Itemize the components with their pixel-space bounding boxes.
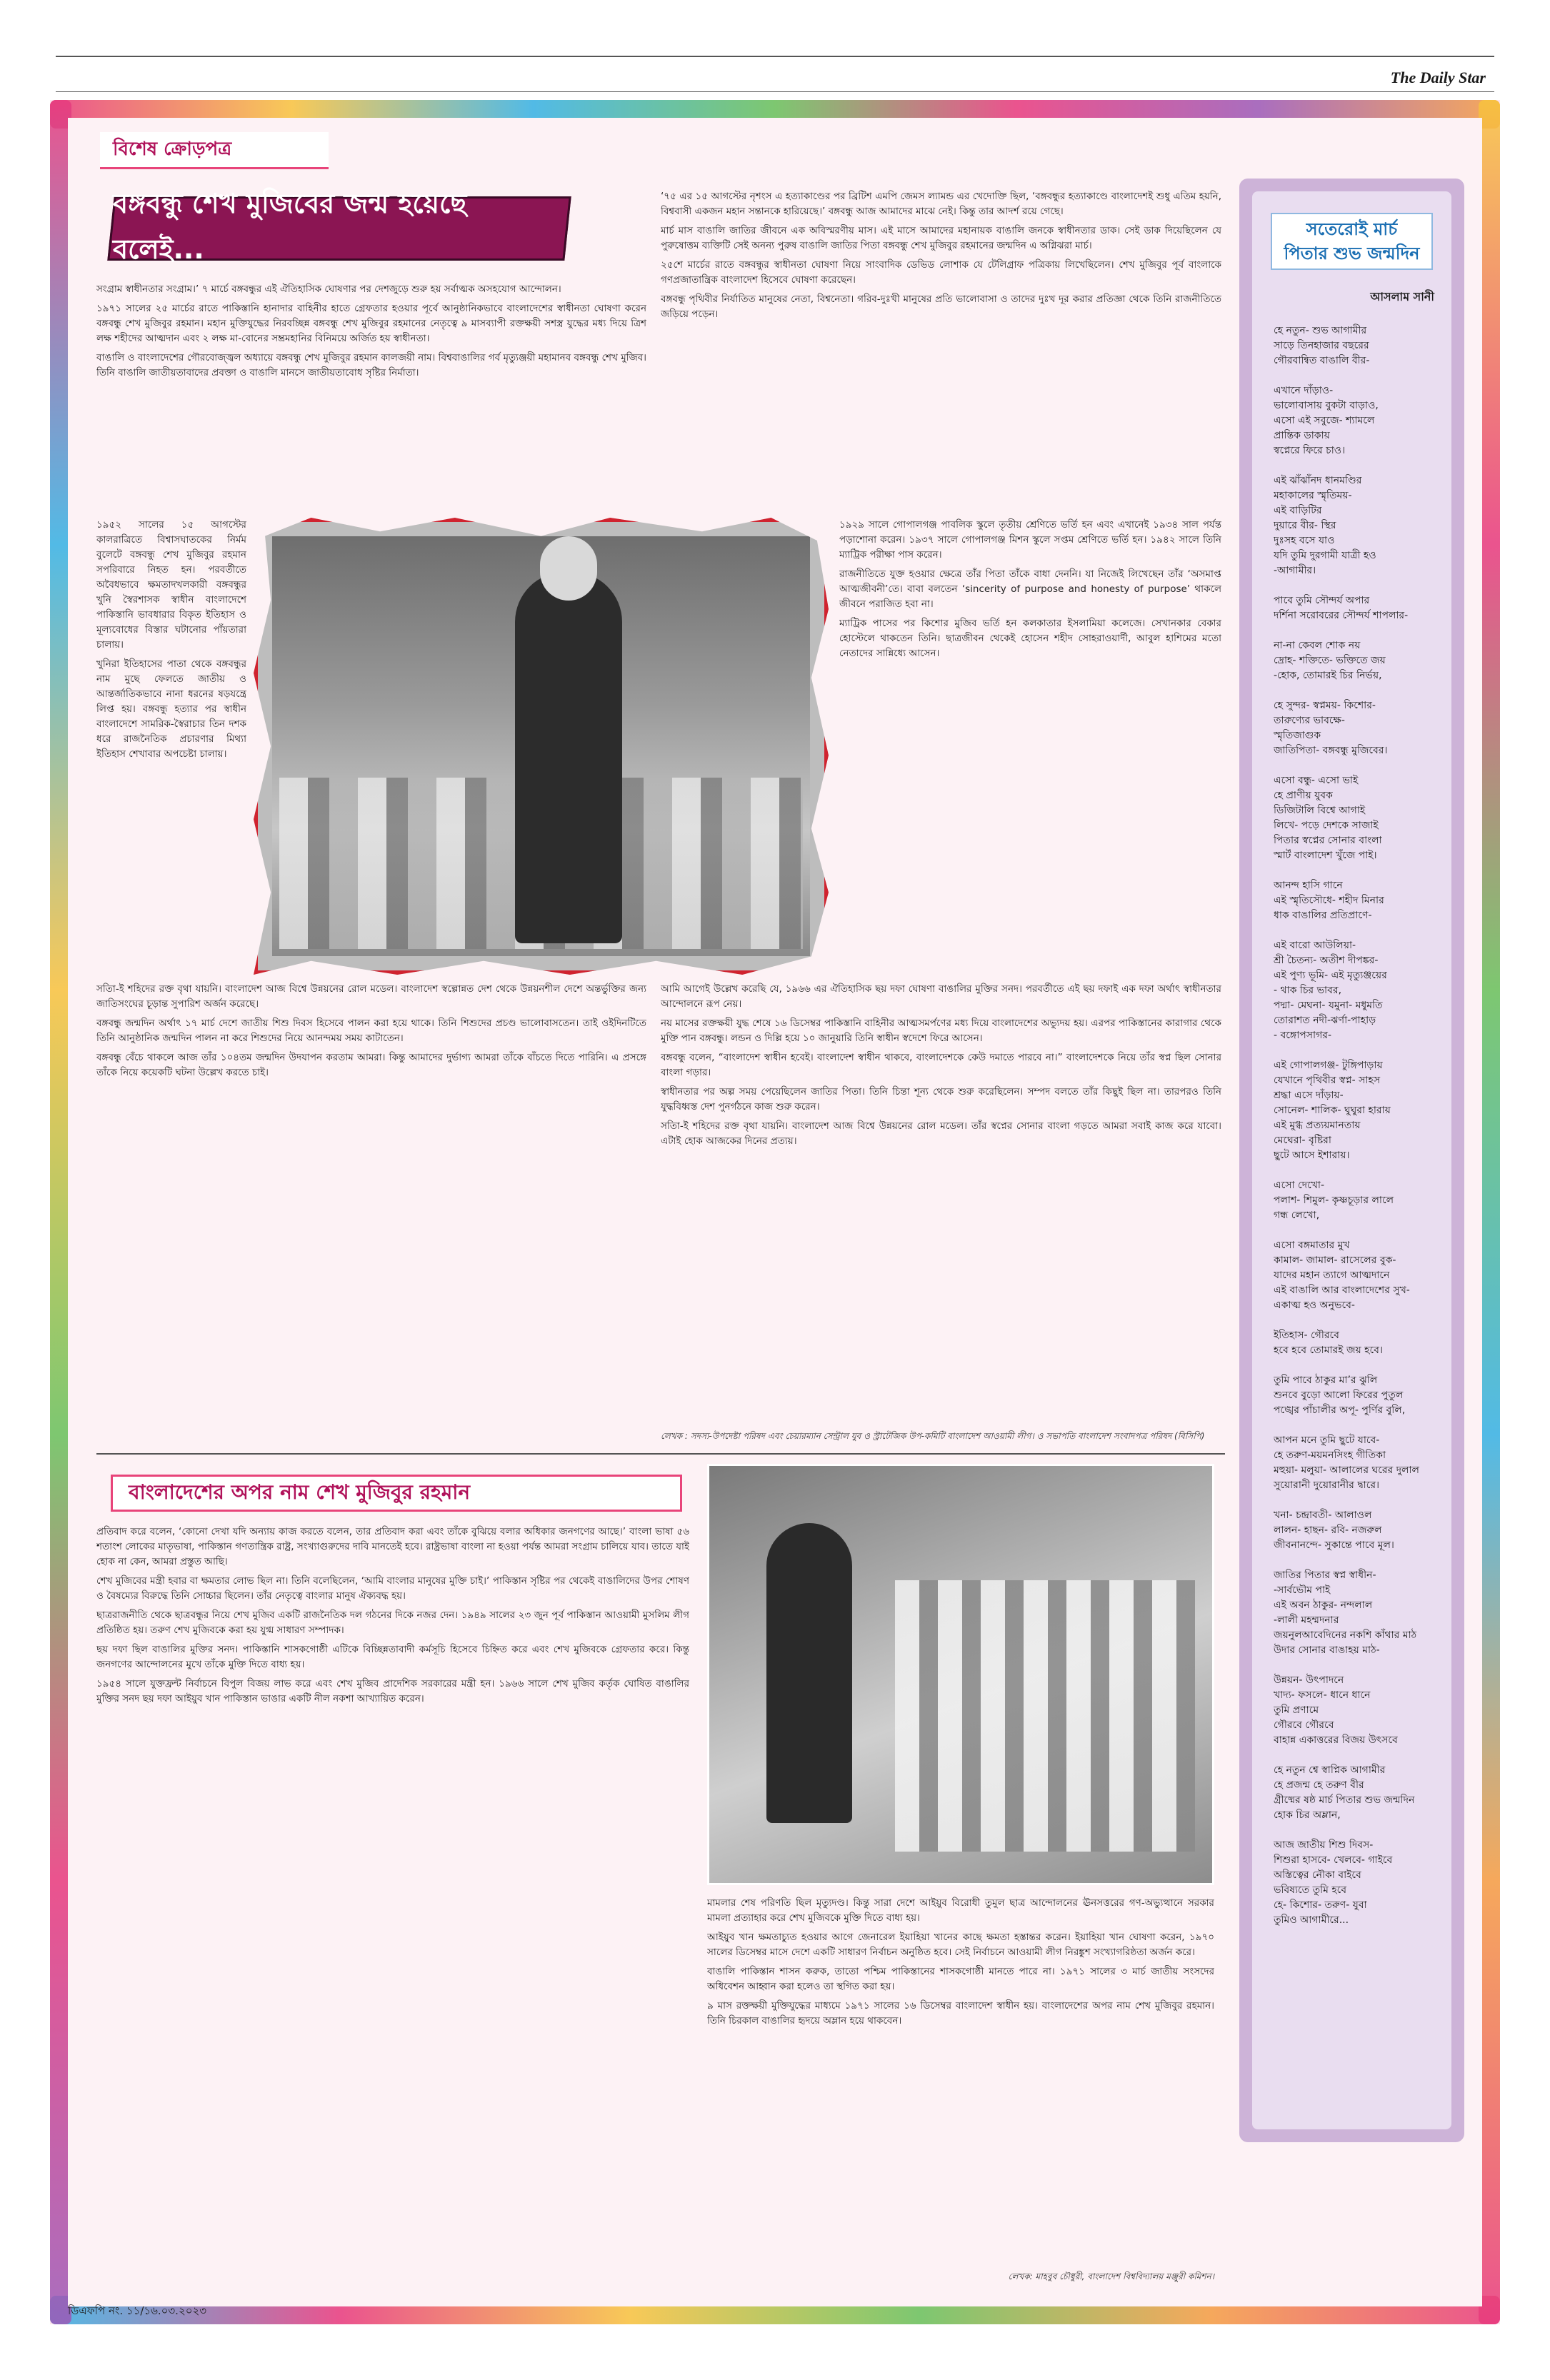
poem-title-line2: পিতার শুভ জন্মদিন: [1284, 243, 1420, 263]
poem-box: [1252, 191, 1451, 2129]
article1-paragraph: বঙ্গবন্ধু জন্মদিন অর্থাৎ ১৭ মার্চ দেশে জাতীয় শিশু দিবস হিসেবে পালন করা হয়ে থাকে। তিনি শিশুদের প্রচণ্ড ভালোবাসতেন। তাই ওইদিনটিতে তিনি আনুষ্ঠানিক জন্মদিন পালন না করে শিশুদের নিয়ে আনন্দময় সময় কাটাতেন।: [96, 1018, 646, 1044]
masthead: The Daily Star: [1390, 69, 1486, 86]
article1-paragraph: স্বাধীনতার পর অল্প সময় পেয়েছিলেন জাতির পিতা। তিনি চিন্তা শূন্য থেকে শুরু করেছিলেন। সম্পদ বলতে তাঁর কিছুই ছিল না। তারপরও তিনি যুদ্ধবিধ্বস্ত দেশ পুনর্গঠনে কাজ শুরু করেন।: [661, 1086, 1221, 1113]
article2-paragraph: বাঙালি পাকিস্তান শাসন করুক, তাতো পশ্চিম পাকিস্তানের শাসকগোষ্ঠী মানতে পারে না। ১৯৭১ সালের ৩ মার্চ জাতীয় সংসদের অধিবেশন আহ্বান করা হলেও তা স্থগিত করা হয়।: [707, 1966, 1214, 1992]
article1-paragraph: ২৫শে মার্চের রাতে বঙ্গবন্ধুর স্বাধীনতা ঘোষণা নিয়ে সাংবাদিক ডেভিড লোশাক যে টেলিগ্রাফ পত্রিকায় লিখেছিলেন। শেখ মুজিবুর পূর্ব বাংলাকে গণপ্রজাতান্ত্রিক বাংলাদেশ হিসেবে ঘোষণা করেছেন।: [661, 259, 1221, 286]
article2-paragraph: প্রতিবাদ করে বলেন, ‘কোনো দেখা যদি অন্যায় কাজ করতে বলেন, তার প্রতিবাদ করা এবং তাঁকে বুঝিয়ে বলার অধিকার জনগণের আছে।’ বাংলা ভাষা ৫৬ শতাংশ লোকের মাতৃভাষা, পাকিস্তান গণতান্ত্রিক রাষ্ট্র, সংখ্যাগুরুদের দাবি মানতেই হবে। রাষ্ট্রভাষা বাংলা না হওয়া পর্যন্ত আমরা সংগ্রাম চালিয়ে যাব। তাতে যাই হোক না কেন, আমরা প্রস্তুত আছি।: [96, 1526, 689, 1567]
article2-paragraph: ১৯৫৪ সালে যুক্তফ্রন্ট নির্বাচনে বিপুল বিজয় লাভ করে এবং শেখ মুজিব প্রাদেশিক সরকারের মন্ত্রী হন। ১৯৬৬ সালে শেখ মুজিব কর্তৃক ঘোষিত বাঙালির মুক্তির সনদ ছয় দফা আইয়ুব খান পাকিস্তান ভাঙার একটি নীল নকশা আখ্যায়িত করেন।: [96, 1678, 689, 1704]
article1-paragraph: আমি আগেই উল্লেখ করেছি যে, ১৯৬৬ এর ঐতিহাসিক ছয় দফা ঘোষণা বাঙালির মুক্তির সনদ। পরবর্তীতে এই ছয় দফাই এক দফা অর্থাৎ স্বাধীনতার আন্দোলনে রূপ নেয়।: [661, 983, 1221, 1010]
article1-paragraph: ১৯৭১ সালের ২৫ মার্চের রাতে পাকিস্তানি হানাদার বাহিনীর হাতে গ্রেফতার হওয়ার পূর্বে আনুষ্ঠানিকভাবে বাংলাদেশের স্বাধীনতা ঘোষণা করেন বঙ্গবন্ধু শেখ মুজিবুর রহমান। মহান মুক্তিযুদ্ধের নিরবচ্ছিন্ন বঙ্গবন্ধু শেখ মুজিবুর রহমানের নেতৃত্বে ৯ মাসব্যাপী রক্তক্ষয়ী সশস্ত্র যুদ্ধের মধ্য দিয়ে ত্রিশ লক্ষ শহীদের আত্মদান এবং ২ লক্ষ মা-বোনের সম্ভ্রমহানির বিনিময়ে অর্জিত হয় স্বাধীনতা।: [96, 303, 646, 344]
article1-paragraph: বাঙালি ও বাংলাদেশের গৌরবোজ্জ্বল অধ্যায়ে বঙ্গবন্ধু শেখ মুজিবুর রহমান কালজয়ী নাম। বিশ্ববাঙালির গর্ব মৃত্যুঞ্জয়ী মহামানব বঙ্গবন্ধু শেখ মুজিব। তিনি বাঙালি জাতীয়তাবাদের প্রবক্তা ও বাঙালি মানসে জাতীয়তাবোধ সৃষ্টির নির্মাতা।: [96, 352, 646, 378]
article2-paragraph: ছাত্ররাজনীতি থেকে ছাত্রবন্ধুর নিয়ে শেখ মুজিব একটি রাজনৈতিক দল গঠনের দিকে নজর দেন। ১৯৪৯ সালের ২৩ জুন পূর্ব পাকিস্তান আওয়ামী মুসলিম লীগ প্রতিষ্ঠিত হয়। তরুণ শেখ মুজিবকে করা হয় যুগ্ম সাধারণ সম্পাদক।: [96, 1610, 689, 1636]
bangabandhu-crowd-photo: [254, 518, 829, 975]
photo-central-head: [540, 536, 597, 601]
article2-paragraph: ৯ মাস রক্তক্ষয়ী মুক্তিযুদ্ধের মাধ্যমে ১৯৭১ সালের ১৬ ডিসেম্বর বাংলাদেশ স্বাধীন হয়। বাংলাদেশের অপর নাম শেখ মুজিবুর রহমান। তিনি চিরকাল বাঙালির হৃদয়ে অম্লান হয়ে থাকবেন।: [707, 2000, 1214, 2027]
article1-col1-top: [96, 282, 646, 511]
section-divider: [96, 1453, 1225, 1455]
article1-paragraph: ‘৭৫ এর ১৫ আগস্টের নৃশংস এ হত্যাকাণ্ডের পর ব্রিটিশ এমপি জেমস ল্যামন্ড এর খেদোক্তি ছিল, ‘বঙ্গবন্ধুর হত্যাকাণ্ডে বাংলাদেশই শুধু এতিম হয়নি, বিশ্ববাসী একজন মহান সন্তানকে হারিয়েছে।’ বঙ্গবন্ধু আজ আমাদের মাঝে নেই। কিন্তু তার আদর্শ রয়ে গেছে।: [661, 191, 1221, 217]
article2-col1: [96, 1525, 689, 2271]
article1-col1-bottom: [96, 982, 646, 1439]
article2-headline: বাংলাদেশের অপর নাম শেখ মুজিবুর রহমান: [111, 1475, 682, 1512]
article1-paragraph: ১৯৫২ সালের ১৫ আগস্টের কালরাত্রিতে বিশ্বাসঘাতকের নির্মম বুলেটে বঙ্গবন্ধু শেখ মুজিবুর রহমান সপরিবারে নিহত হন। পরবর্তীতে অবৈধভাবে ক্ষমতাদখলকারী বঙ্গবন্ধুর খুনি স্বৈরশাসক স্বাধীন বাংলাদেশে পাকিস্তানি ভাবধারার বিকৃত ইতিহাস ও মূল্যবোধের বিস্তার ঘটানোর পাঁয়তারা চালায়।: [96, 519, 246, 651]
poem-author: আসলাম সানী: [1370, 290, 1434, 303]
dfp-number: ডিএফপি নং. ১১/১৬.০৩.২০২৩: [68, 2304, 206, 2317]
poem-sidebar: [1239, 179, 1464, 2142]
article1-col2-top: [661, 189, 1221, 511]
article1-paragraph: মার্চ মাস বাঙালি জাতির জীবনে এক অবিস্মরণীয় মাস। এই মাসে আমাদের মহানায়ক বাঙালি জনকে স্বাধীনতার ডাক। সেই ডাক দিয়েছিলেন যে পুরুষোত্তম ব্যক্তিটি সেই অনন্য পুরুষ বাঙালি জাতির পিতা বঙ্গবন্ধু শেখ মুজিবুর রহমানের জন্মদিন এ অগ্নিঝরা মার্চ।: [661, 225, 1221, 251]
poem-title: [1252, 213, 1451, 270]
article2-byline: লেখক: মাহবুব চৌধুরী, বাংলাদেশ বিশ্ববিদ্যালয় মঞ্জুরী কমিশন।: [1008, 2271, 1214, 2281]
article1-paragraph: সতিা-ই শহিদের রক্ত বৃথা যায়নি। বাংলাদেশ আজ বিশ্বে উন্নয়নের রোল মডেল। বাংলাদেশ স্বল্পোন্নত দেশ থেকে উন্নয়নশীল দেশে অন্তর্ভুক্তির জন্য জাতিসংঘের চূড়ান্ত সুপারিশ অর্জন করেছে।: [96, 983, 646, 1010]
article2-col2: [707, 1896, 1214, 2264]
top-rule-2: [56, 91, 1494, 92]
poem-title-line1: সতেরোই মার্চ: [1306, 219, 1398, 239]
article1-col2-bottom: [661, 982, 1221, 1425]
article1-col1-narrow: [96, 518, 246, 975]
article1-paragraph: বঙ্গবন্ধু পৃথিবীর নির্যাতিত মানুষের নেতা, বিশ্বনেতা। গরিব-দুঃখী মানুষের প্রতি ভালোবাসা ও তাদের দুঃখ দূর করার প্রতিজ্ঞা থেকে তিনি রাজনীতিতে জড়িয়ে পড়েন।: [661, 293, 1221, 320]
article2-paragraph: মামলার শেষ পরিণতি ছিল মৃত্যুদণ্ড। কিন্তু সারা দেশে আইয়ুব বিরোধী তুমুল ছাত্র আন্দোলনের ঊনসত্তরের গণ-অভ্যুত্থানে সরকার মামলা প্রত্যাহার করে শেখ মুজিবকে মুক্তি দিতে বাধ্য হয়।: [707, 1897, 1214, 1924]
photo-children: [895, 1580, 1195, 1852]
article2-paragraph: ছয় দফা ছিল বাঙালির মুক্তির সনদ। পাকিস্তানি শাসকগোষ্ঠী এটিকে বিচ্ছিন্নতাবাদী কর্মসূচি হিসেবে চিহ্নিত করে এবং শেখ মুজিবকে গ্রেফতার করে। কিন্তু জনগণের আন্দোলনের মুখে তাঁকে মুক্তি দিতে বাধ্য হয়।: [96, 1644, 689, 1670]
article1-headline: [107, 188, 571, 265]
article2-paragraph: শেখ মুজিবের মন্ত্রী হবার বা ক্ষমতার লোভ ছিল না। তিনি বলেছিলেন, ‘আমি বাংলার মানুষের মুক্তি চাই।’ পাকিস্তান সৃষ্টির পর থেকেই বাঙালিদের উপর শোষণ ও বৈষম্যের বিরুদ্ধে তিনি সোচ্চার ছিলেন। তাঁর নেতৃত্বে বাংলার মানুষ ঐক্যবদ্ধ হয়।: [96, 1575, 689, 1602]
article1-paragraph: ১৯২৯ সালে গোপালগঞ্জ পাবলিক স্কুলে তৃতীয় শ্রেণিতে ভর্তি হন এবং এখানেই ১৯৩৪ সাল পর্যন্ত পড়াশোনা করেন। ১৯৩৭ সালে গোপালগঞ্জ মিশন স্কুলে সপ্তম শ্রেণিতে ভর্তি হন। ১৯৪২ সালে তিনি ম্যাট্রিক পরীক্ষা পাস করেন।: [839, 519, 1221, 561]
top-rule: [56, 56, 1494, 57]
article1-paragraph: সতিা-ই শহিদের রক্ত বৃথা যায়নি। বাংলাদেশ আজ বিশ্বে উন্নয়নের রোল মডেল। তাঁর স্বপ্নের সোনার বাংলা গড়তে আমরা সবাই কাজ করে যাবো। এটাই হোক আজকের দিনের প্রত্যয়।: [661, 1120, 1221, 1147]
bangabandhu-children-photo: [707, 1464, 1214, 1885]
content-area: [68, 118, 1482, 2306]
article1-byline: লেখক : সদস্য-উপদেষ্টা পরিষদ এবং চেয়ারম্যান সেন্ট্রাল যুব ও স্ট্রাটেজিক উপ-কমিটি বাংলাদেশ আওয়ামী লীগ। ও সভাপতি বাংলাদেশ সংবাদপত্র পরিষদ (বিসিপি): [661, 1431, 1205, 1441]
article1-paragraph: নয় মাসের রক্তক্ষয়ী যুদ্ধ শেষে ১৬ ডিসেম্বর পাকিস্তানি বাহিনীর আত্মসমর্পণের মধ্য দিয়ে বাংলাদেশের অভ্যুদয় হয়। এরপর পাকিস্তানের কারাগার থেকে মুক্তি পান বঙ্গবন্ধু। লন্ডন ও দিল্লি হয়ে ১০ জানুয়ারি তিনি স্বাধীন স্বদেশে ফিরে আসেন।: [661, 1018, 1221, 1044]
article1-paragraph: বঙ্গবন্ধু বেঁচে থাকলে আজ তাঁর ১০৪তম জন্মদিন উদযাপন করতাম আমরা। কিন্তু আমাদের দুর্ভাগ্য আমরা তাঁকে বাঁচতে দিতে পারিনি। এ প্রসঙ্গে তাঁকে নিয়ে কয়েকটি ঘটনা উল্লেখ করতে চাই।: [96, 1052, 646, 1078]
poem-text: হে নতুন- শুভ আগামীর সাড়ে তিনহাজার বছরের গৌরবান্বিত বাঙালি বীর- এখানে দাঁড়াও- ভালোবাসায় বুকটা বাড়াও, এসো এই সবুজে- শ্যামলে প্রান্তিক ডাকায় স্বপ্নেরে ফিরে চাও। এই ঝাঁঝাঁনদ ধানমণ্ডির মহাকালের স্মৃতিময়- এই বাড়িটির দুয়ারে বীর- স্থির দুঃসহ বসে যাও যদি তুমি দুরগামী যাত্রী হও -আগামীর। পাবে তুমি সৌন্দর্য অপার দর্শিনা সরোবরের সৌন্দর্য শাপলার- না-না কেবল শোক নয় দ্রোহ- শক্তিতে- ভক্তিতে জয় -হোক, তোমারই চির নির্ভয়, হে সুন্দর- স্বপ্নময়- কিশোর- তারুণ্যের ভাবক্ষে- স্মৃতিজাগুক জাতিপিতা- বঙ্গবন্ধু মুজিবের। এসো বন্ধু- এসো ভাই হে প্রাণীয় যুবক ডিজিটালি বিশ্বে আগাই লিখে- পড়ে দেশকে সাজাই পিতার স্বপ্নের সোনার বাংলা স্মার্ট বাংলাদেশ খুঁজে পাই। আনন্দ হাসি গানে এই স্মৃতিসৌধে- শহীদ মিনার ধাক বাঙালির প্রতিপ্রাণে- এই বারো আউলিয়া- শ্রী চৈতন্য- অতীশ দীপঙ্কর- এই পুণ্য ভূমি- এই মৃত্যুঞ্জয়ের - থাক চির ভাবর, পদ্মা- মেঘনা- যমুনা- মধুমতি তোরাশত নদী-ঝর্ণা-পাহাড় - বঙ্গোপসাগর- এই গোপালগঞ্জ- টুঙ্গিপাড়ায় যেখানে পৃথিবীর স্বপ্ন- সাহস শ্রদ্ধা এসে দাঁড়ায়- সোনেল- শালিক- ঘুঘুরা হারায় এই মুগ্ধ প্রত্যয়মানতায় মেঘেরা- বৃষ্টিরা ছুটে আসে ইশারায়। এসো দেখো- পলাশ- শিমুল- কৃষ্ণচূড়ার লালে গন্ধ লেখো, এসো বঙ্গমাতার মুখ কামাল- জামাল- রাসেলের বুক- যাদের মহান ত্যাগে আত্মদানে এই বাঙালি আর বাংলাদেশের সুখ- একাত্ম হও অনুভবে- ইতিহাস- গৌরবে হবে হবে তোমারই জয় হবে। তুমি পাবে ঠাকুর মা’র ঝুলি শুনবে বুড়ো আলো ফিরের পুতুল পঙ্খের পাঁচালীর অপূ- পুর্ণির বুলি, আপন মনে তুমি ছুটে যাবে- হে তরুণ-ময়মনসিংহ গীতিকা মহুয়া- মলুয়া- আলালের ঘরের দুলাল সুয়োরানী দুয়োরানীর দ্বারে। খনা- চন্দ্রাবতী- আলাওল লালন- হাছন- রবি- নজরুল জীবনানন্দে- সুকান্তে পাবে মূল। জাতির পিতার স্বপ্ন স্বাধীন- -সার্বভৌম পাই এই অবন ঠাকুর- নন্দলাল -লালী মহম্মদনার জয়নুলআবেদিনের নকশি কাঁথার মাঠ উদার সোনার বাঙাহয় মাঠ- উন্নয়ন- উৎপাদনে খাদ্য- ফসলে- ধানে ধানে তুমি প্রণামে গৌরবে গৌরবে বাহান্ন একাত্তরের বিজয় উৎসবে হে নতুন শ্বে স্বাপ্নিক আগামীর হে প্রজন্ম হে তরুণ বীর গ্রীষ্মের ষষ্ঠ মার্চ পিতার শুভ জন্মদিন হোক চির অম্লান, আজ জাতীয় শিশু দিবস- শিশুরা হাসবে- খেলবে- গাইবে অস্তিত্বের নৌকা বাইবে ভবিষ্যতে তুমি হবে হে- কিশোর- তরুণ- যুবা তুমিও আগামীরে...: [1274, 325, 1419, 1926]
article1-paragraph: খুনিরা ইতিহাসের পাতা থেকে বঙ্গবন্ধুর নাম মুছে ফেলতে জাতীয় ও আন্তর্জাতিকভাবে নানা ধরনের ষড়যন্ত্রে লিপ্ত হয়। বঙ্গবন্ধু হত্যার পর স্বাধীন বাংলাদেশে সামরিক-স্বৈরাচার তিন দশক ধরে রাজনৈতিক প্রচারণার মিথ্যা ইতিহাস শেখাবার অপচেষ্টা চালায়।: [96, 658, 246, 760]
article1-paragraph: রাজনীতিতে যুক্ত হওয়ার ক্ষেত্রে তাঁর পিতা তাঁকে বাধা দেননি। যা নিজেই লিখেছেন তাঁর ‘অসমাপ্ত আত্মজীবনী’তে। বাবা বলতেন ‘sincerity of purpose and honesty of purpose’ থাকলে জীবনে পরাজিত হবা না।: [839, 568, 1221, 610]
article1-paragraph: সংগ্রাম স্বাধীনতার সংগ্রাম।’ ৭ মার্চে বঙ্গবন্ধুর এই ঐতিহাসিক ঘোষণার পর দেশজুড়ে শুরু হয় সর্বাত্মক অসহযোগ আন্দোলন।: [96, 283, 561, 295]
photo-central-figure: [766, 1523, 852, 1823]
photo-central-figure: [515, 572, 622, 943]
article1-paragraph: বঙ্গবন্ধু বলেন, “বাংলাদেশ স্বাধীন হবেই। বাংলাদেশ স্বাধীন থাকবে, বাংলাদেশকে কেউ দমাতে পারবে না।” বাংলাদেশকে নিয়ে তাঁর স্বপ্ন ছিল সোনার বাংলা গড়ার।: [661, 1052, 1221, 1078]
article2-paragraph: আইয়ুব খান ক্ষমতাচ্যুত হওয়ার আগে জেনারেল ইয়াহিয়া খানের কাছে ক্ষমতা হস্তান্তর করেন। ইয়াহিয়া খান ঘোষণা করেন, ১৯৭০ সালের ডিসেম্বর মাসে দেশে একটি সাধারণ নির্বাচন অনুষ্ঠিত হবে। সেই নির্বাচনে আওয়ামী লীগ নিরঙ্কুশ সংখ্যাগরিষ্ঠতা অর্জন করে।: [707, 1932, 1214, 1958]
article1-paragraph: ম্যাট্রিক পাসের পর কিশোর মুজিব ভর্তি হন কলকাতার ইসলামিয়া কলেজে। সেখানকার বেকার হোস্টেলে থাকতেন তিনি। ছাত্রজীবন থেকেই হোসেন শহীদ সোহরাওয়ার্দী, আবুল হাশিমের মতো নেতাদের সান্নিধ্যে আসেন।: [839, 618, 1221, 659]
article1-col2-narrow: [839, 518, 1221, 975]
article1-headline-text: বঙ্গবন্ধু শেখ মুজিবের জন্ম হয়েছে বলেই...: [113, 188, 467, 265]
supplement-frame: [50, 100, 1500, 2324]
section-tag: বিশেষ ক্রোড়পত্র: [100, 132, 329, 169]
